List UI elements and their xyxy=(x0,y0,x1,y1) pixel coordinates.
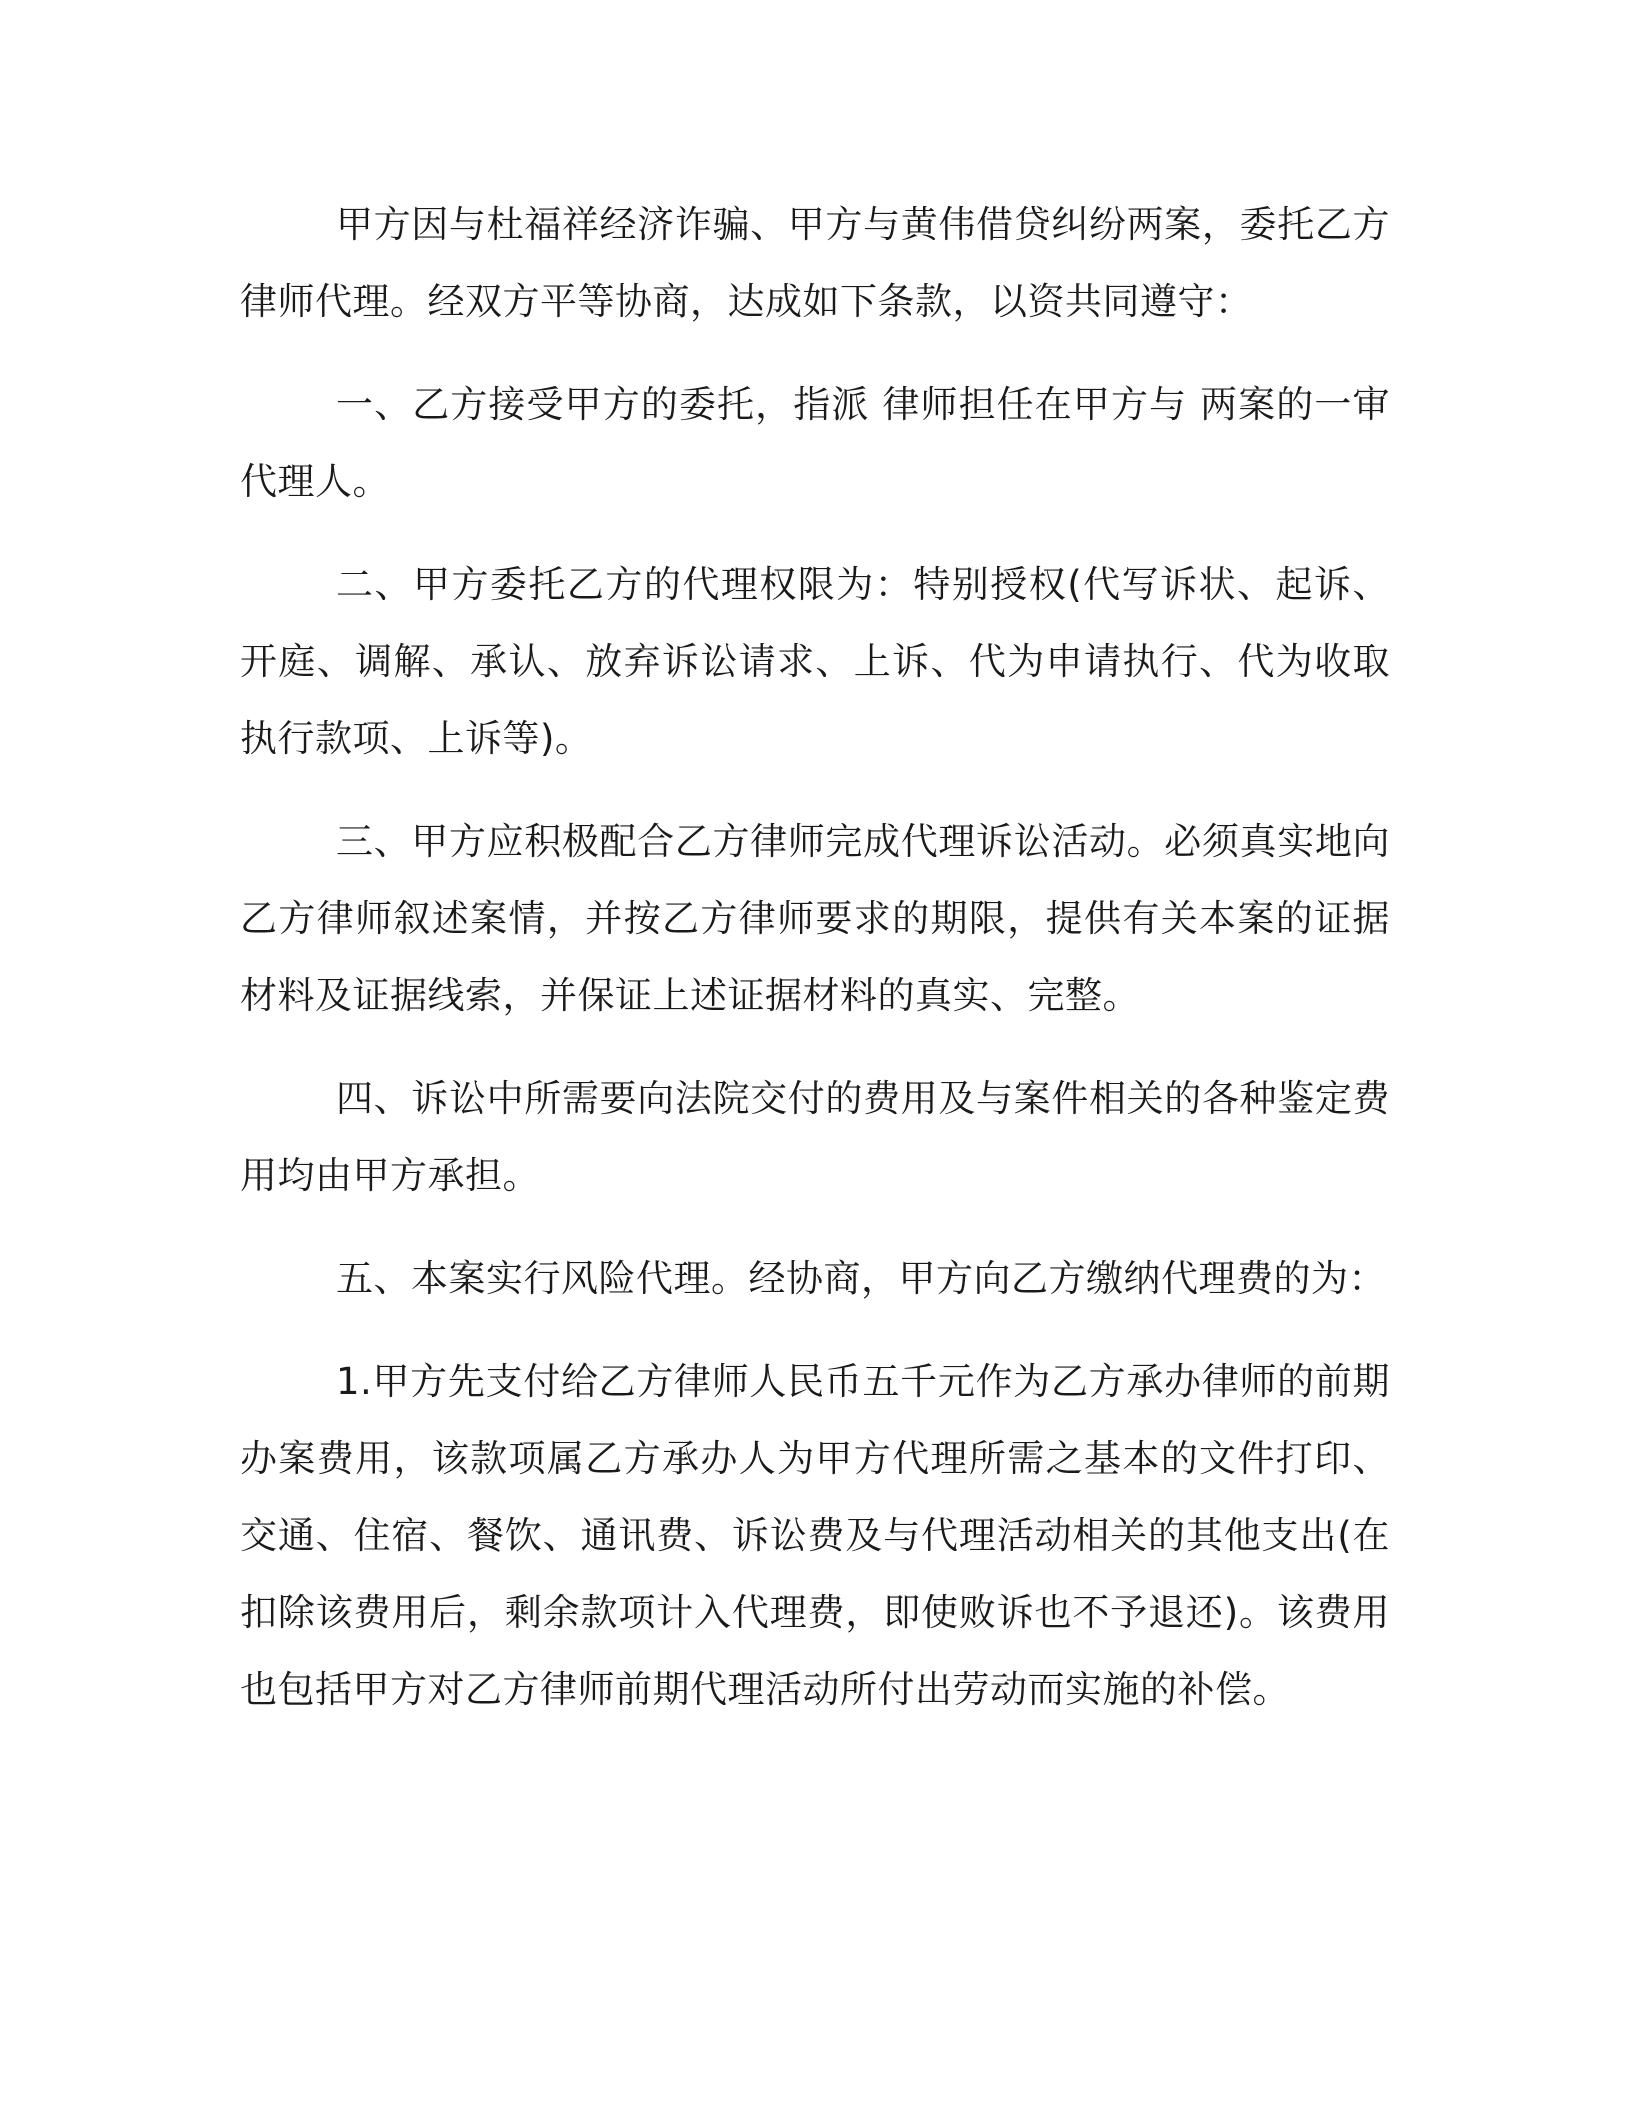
paragraph-clause-5: 五、本案实行风险代理。经协商，甲方向乙方缴纳代理费的为： xyxy=(336,1257,1386,1300)
paragraph-clause-4: 四、诉讼中所需要向法院交付的费用及与案件相关的各种鉴定费用均由甲方承担。 xyxy=(240,1077,1390,1197)
document-body xyxy=(240,186,1390,1754)
paragraph-clause-3: 三、甲方应积极配合乙方律师完成代理诉讼活动。必须真实地向乙方律师叙述案情，并按乙方律师要求的期限，提供有关本案的证据材料及证据线索，并保证上述证据材料的真实、完整。 xyxy=(240,820,1390,1017)
paragraph-intro: 甲方因与杜福祥经济诈骗、甲方与黄伟借贷纠纷两案，委托乙方律师代理。经双方平等协商，达成如下条款，以资共同遵守： xyxy=(240,203,1390,323)
paragraph-clause-2: 二、甲方委托乙方的代理权限为：特别授权(代写诉状、起诉、开庭、调解、承认、放弃诉讼请求、上诉、代为申请执行、代为收取执行款项、上诉等)。 xyxy=(240,563,1390,760)
paragraph-clause-5-item-1: 1.甲方先支付给乙方律师人民币五千元作为乙方承办律师的前期办案费用，该款项属乙方承办人为甲方代理所需之基本的文件打印、交通、住宿、餐饮、通讯费、诉讼费及与代理活动相关的其他支出(在扣除该费用后，剩余款项计入代理费，即使败诉也不予退还)。该费用也包括甲方对乙方律师前期代理活动所付出劳动而实施的补偿。 xyxy=(240,1360,1390,1711)
paragraph-clause-1: 一、乙方接受甲方的委托，指派 律师担任在甲方与 两案的一审代理人。 xyxy=(240,383,1390,503)
